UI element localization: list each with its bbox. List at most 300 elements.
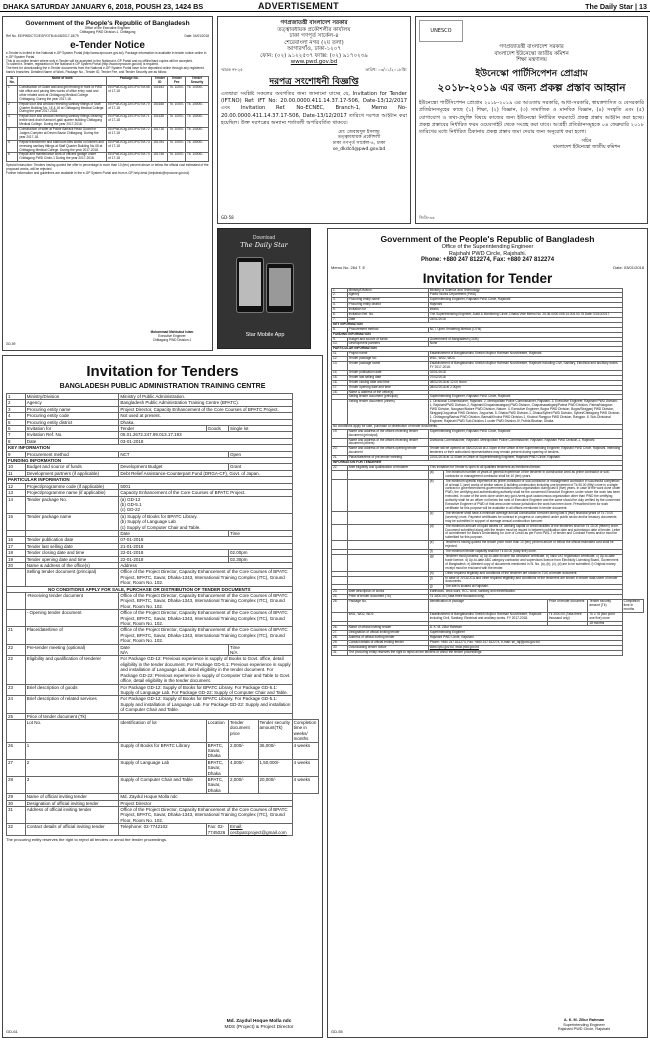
- cell: Tender: [119, 426, 206, 432]
- cell: 28.: [332, 636, 348, 641]
- cell: Selling tender document (others): [347, 400, 428, 424]
- cell: 9.: [332, 337, 348, 342]
- cell: 27: [7, 759, 26, 776]
- cell: Date: [119, 530, 229, 536]
- cell: 4.: [332, 303, 348, 308]
- column-header: Sl. No.: [7, 77, 18, 86]
- table-row: [7, 807, 319, 824]
- cell: Date: [25, 438, 119, 444]
- cell: For Package GD-12: Supply of Books for BPATC Library. For Package GD-5.1: Supply of Language Lab. For Package GD-22: Supply of Computer Chair and Table.: [119, 684, 292, 696]
- column-header: Tender Fee: [168, 77, 186, 86]
- cell: Tk. 1000/-: [168, 102, 186, 115]
- cell: 1,50,000/-: [258, 759, 292, 776]
- cell: 36,000/-: [258, 742, 292, 759]
- cell: 22: [7, 656, 26, 684]
- table-row: [7, 140, 209, 153]
- cell: Dhaka.: [119, 419, 292, 425]
- ref-no: Ref No. EE/PWD/CTG/EGP/OTM-6/4/8/2017-18/79: [6, 33, 79, 38]
- cell: Ministry of Science and Technology: [428, 288, 622, 293]
- cell: 1.: [332, 288, 348, 293]
- cell: Name of official inviting tender: [347, 626, 428, 631]
- cell: Place/date/time of: [25, 627, 119, 644]
- cell: Location: [206, 719, 228, 742]
- table-row: [332, 651, 644, 656]
- cell: The Superintending Engineer, Audit & Monitoring Circle, Dhaka Vide Memo No. 25.36.0000.008.14.004.00.78 Date: 03/10/2017.: [428, 313, 622, 318]
- cell: EE/PWD/Ctg-1/EGP/OTM-70 of 17-18: [107, 102, 152, 115]
- ad-code: GD-61: [6, 1029, 18, 1034]
- memo-no: স্মারক নং-২৫: [221, 66, 243, 72]
- table-row: [7, 128, 209, 141]
- cell: Project Director: [119, 800, 292, 806]
- cell: Tender package name: [347, 362, 428, 371]
- cell: 22: [7, 644, 26, 656]
- cell: 6.: [332, 313, 348, 318]
- cell: Tk. 10000/-: [186, 128, 209, 141]
- signature-block: Mohammad Mahbubul Islam Executive Engineer Chittagong PWD Division-1: [150, 330, 194, 343]
- table-row: [7, 610, 319, 627]
- table-row: [332, 400, 644, 424]
- cell: Project/programme code (if applicable): [25, 483, 119, 489]
- rajshahi-tender-ad: [327, 228, 648, 1038]
- cell: 2,000/-: [229, 777, 258, 794]
- cell: Goods: [206, 426, 228, 432]
- table-row: [7, 684, 319, 696]
- section-heading: KEY INFORMATION: [332, 322, 623, 327]
- cell: Grant: [229, 464, 293, 470]
- tender-title: Invitation for Tenders: [86, 363, 239, 380]
- cell: Completion time in weeks/ months: [292, 719, 318, 742]
- section-heading: PARTICULAR INFORMATION: [7, 477, 293, 483]
- cell: 19.: [332, 429, 348, 438]
- cell: 24.: [332, 595, 348, 600]
- unesco-body: ইউনেস্কো পার্টিসিপেশন প্রোগ্রাম ২০১৮-২০১৯ এর আওতায় সরকারি, আধা-সরকারি, স্বায়ত্তশাসিত ও বেসরকারি প্রতিষ্ঠানসমূহের কাছে (১) শিক্ষা, (২) বিজ্ঞান, (৩) সামাজিক ও মানবিক বিজ্ঞান, (৪) সংস্কৃতি এবং (৫) যোগাযোগ ও তথ্য-প্রযুক্তি বিষয়ে কাজের জন্য ইউনেস্কো নির্ধারিত ফরম্যাটে প্রকল্প প্রস্তাব আহ্বান করা হচ্ছে। প্রকল্প প্রস্তাবের নির্ধারিত ফরম ওয়েবসাইট থেকে সংগ্রহ করা যাবে। আগ্রহী প্রতিষ্ঠানসমূহকে ০৪ ফেব্রুয়ারি ২০১৮ তারিখের মধ্যে নির্ধারিত ঠিকানায় প্রকল্প প্রস্তাব জমা দেয়ার জন্য অনুরোধ করা হলো।: [419, 99, 644, 136]
- etender-notice-ad: [2, 16, 213, 351]
- cell: 23: [7, 684, 26, 696]
- cell: [7, 610, 26, 627]
- cell: WD1, WD2, WD3: [347, 612, 428, 621]
- cell: Establishment of Bangabandhu Sheikh Mujibur Rahman Novotheatre, Rajshahi including Civil, Sanitary, Electrical and ancillary works. FY 2017-2018.: [428, 612, 547, 621]
- cell: 18 months: [588, 621, 622, 626]
- letterhead: গণপ্রজাতন্ত্রী বাংলাদেশ সরকার তত্ত্বাবধায়ক প্রকৌশলীর কার্যালয় ঢাকা গণপূর্ত সার্কেল-৪ শেরেবাংলা নগর (২য় তলা) আগারগাঁও, ঢাকা-১২০৭ ফোন: (০২) ৯১২২৫৩৭ ফ্যাক্স: (০২) ৯১৭০২৩৯ www.pwd.gov.bd: [221, 20, 407, 66]
- cell: Tk 3000.00 (Taka three thousand only): [428, 595, 622, 600]
- cell: Ministry/Division: [347, 288, 428, 293]
- cell: Earthwork, brick work, RCC work, sanitary and electrification.: [428, 590, 622, 595]
- cell: NCT Open Tendering Method (OTM): [428, 327, 622, 332]
- table-row: [7, 777, 319, 794]
- cell: Procurement method: [25, 451, 119, 457]
- cell: 16: [7, 537, 26, 543]
- cell: Contact details of official inviting tender: [25, 824, 119, 836]
- cell: Procuring entity code: [25, 413, 119, 419]
- cell: [347, 470, 428, 479]
- cell: 1: [7, 85, 18, 102]
- cell: - Opening tender document: [25, 610, 119, 627]
- cell: For Package GD-12: Supply of Books for BPATC Library. For Package GD-5.1: Supply and installation of Language Lab. For Package GD-22: Supply and installation of Computer Chair and Table.: [120, 696, 291, 713]
- table-row: [332, 554, 644, 571]
- cell: Tender package No.: [347, 357, 428, 362]
- ad-code: জিডি-৩৩: [419, 215, 435, 220]
- cell: 15.: [332, 375, 348, 380]
- tender-info-table: [6, 393, 319, 836]
- special-note: Special Instruction: Tenders having quoted the offer in percentage is more than 10 (ten) percent above or below the official cost estimated of the proposed works, will be rejected. Further information and guidelines are available in the e-GP System Portal and from e-GP help desk (helpdesk@eprocure.gov.bd).: [6, 163, 209, 176]
- cell: 20,000/-: [258, 777, 292, 794]
- cell: 02.00pm: [229, 550, 293, 556]
- table-row: [332, 470, 644, 479]
- cell: 4: [7, 413, 26, 419]
- cell: Tk. 1000/-: [168, 85, 186, 102]
- cell: 151643: [152, 85, 168, 102]
- cell: 31: [7, 807, 26, 824]
- website-link[interactable]: www.pwd.gov.bd: [290, 59, 338, 65]
- cell: Tender closing date and time: [347, 380, 428, 385]
- letterhead: Office of the Superintending Engineer Rajshahi PWD Circle, Rajshahi. Phone: +880 247 812274, Fax: +880 247 812274: [420, 244, 555, 263]
- cell: Development partners (if applicable): [25, 470, 119, 476]
- cell: Tender package name: [25, 513, 119, 530]
- cell: 151746: [152, 153, 168, 162]
- cell: 23.: [332, 590, 348, 595]
- cell: BPATC, Savar, Dhaka: [206, 777, 228, 794]
- table-row: [7, 593, 319, 610]
- cell: 3: [7, 406, 26, 412]
- cell: 22-01-2018: [119, 550, 229, 556]
- cell: 26: [7, 742, 26, 759]
- cell: WD1, WD2, WD3.: [428, 357, 622, 362]
- cell: Tk. 1000/-: [168, 115, 186, 128]
- cell: 21-01-2018: [119, 543, 292, 549]
- ad-code: GD-55: [331, 1029, 343, 1034]
- cell: Name and address of the offices receiving tender document (principal): [347, 429, 428, 438]
- cell: Selling tender document (principal): [347, 395, 428, 400]
- cell: The minimum number of years of general experience of the tenderer in construction work as prime contractor or sub-contractor or management contractor shall be 10 (ten) years.: [444, 470, 622, 479]
- proposal-title: ২০১৮-২০১৯ এর জন্য প্রকল্প প্রস্তাব আহ্বান: [437, 81, 626, 94]
- cell: 28: [7, 777, 26, 794]
- cell: 11: [7, 470, 26, 476]
- cell: Tenderer's having quoted the tender price more than 10 (ten) percent above or below the official estimated cost shall be rejected.: [444, 541, 622, 550]
- section-heading: FUNDING INFORMATION: [7, 458, 293, 464]
- table-row: [7, 824, 319, 836]
- cell: 26.: [332, 626, 348, 631]
- cell: Identification of package: [428, 600, 547, 613]
- corrigendum-ad: [217, 16, 411, 224]
- cell: 5: [7, 140, 18, 153]
- cell: Tender package No.: [25, 496, 119, 513]
- table-row: [7, 627, 319, 644]
- edition-date: DHAKA SATURDAY JANUARY 6, 2018, POUSH 23, 1424 BS: [3, 2, 204, 11]
- cell: Tk. 15000/-: [186, 115, 209, 128]
- cell: Tender security amount (Tk): [588, 600, 622, 613]
- cell: [347, 541, 428, 550]
- cell: Tender closing date and time: [25, 550, 119, 556]
- cell: 03/01/2018: [428, 317, 622, 322]
- cell: 9: [7, 451, 26, 457]
- notice-date: Date: 04/01/2018: [184, 33, 209, 38]
- cell: 3: [25, 777, 119, 794]
- table-header: [332, 600, 644, 613]
- cell: Lot No.: [25, 719, 119, 742]
- cell: Tender will be opened on 08/02/2018 at 2.00pm in the Office of the Superintending Engineer, Rajshahi PWD Circle, Rajshahi. Intending tenderers or their authorized representatives may remain present during opening of tenders.: [428, 447, 622, 456]
- cell: 32: [7, 824, 26, 836]
- cell: Tk 3000.00 (Taka three thousand only): [547, 612, 588, 621]
- cell: Price of tender document (Tk): [347, 595, 428, 600]
- office-line: Office of the Executive Engineer: [84, 26, 131, 30]
- cell: Completion time in months: [622, 600, 643, 613]
- cell: Tk. 10000/-: [186, 85, 209, 102]
- cell: 08/02/2018 at 2.00pm: [428, 385, 622, 390]
- table-row: [7, 742, 319, 759]
- cell: 11.: [332, 352, 348, 357]
- cell: None: [428, 342, 622, 347]
- table-row: [7, 656, 319, 684]
- cell: (j): [428, 585, 444, 590]
- cell: 2: [25, 759, 119, 776]
- cell: Contact details of official inviting tender: [347, 641, 428, 646]
- ad-code: GD-59: [6, 342, 16, 347]
- cell: 15: [7, 513, 26, 530]
- table-row: [7, 759, 319, 776]
- cell: [7, 593, 26, 610]
- cell: BPATC, Savar, Dhaka: [206, 759, 228, 776]
- cell: Agency: [347, 293, 428, 298]
- cell: 3.: [332, 298, 348, 303]
- cell: Tenderer must possess: a) Up-to-date income tax clearance certificate. b) Valid VAT registration certificate. c) Up-to-date trade licence. d) Up-to-date ABC category contractor and supervisors licence from Electricity Licensing Board, Government of Bangladesh. e) Attested copy of documents mentioned in Sl. No. (a), (b), (c), (d) are to be submitted. f) Original money receipt must be enclosed with the tender.: [444, 554, 622, 571]
- cell: Debt Relief Assistance-Counterpart Fund (DRGA-CF), Govt. of Japan.: [119, 470, 292, 476]
- cell: 25.: [332, 600, 348, 613]
- table-row: [7, 644, 319, 656]
- unesco-logo: UNESCO: [419, 20, 463, 42]
- signature-block: A. K. M. Zillur Rahman Superintending Engineer Rajshahi PWD Circle, Rajshahi: [557, 1018, 611, 1032]
- promo-tagline: Star Mobile App: [245, 332, 285, 338]
- cell: 07/02/2018: [428, 375, 622, 380]
- table-row: [7, 115, 209, 128]
- cell: (a) GD-12 (b) GD-5.1 (c) GD-22: [119, 496, 292, 513]
- cell: 4 weeks: [292, 742, 318, 759]
- cell: 5.: [332, 308, 348, 313]
- cell: Development Budget: [119, 464, 229, 470]
- cell: Not used at present.: [119, 413, 292, 419]
- cell: [332, 541, 348, 550]
- work-table: [6, 76, 209, 162]
- cell: Establishment of Bangabandhu Sheikh Mujibur Rahman Novotheatre, Rajshahi including Civil, Sanitary, Electrical and ancillary works. FY 2017-2018.: [428, 362, 622, 371]
- cell: 03-01-2018: [119, 438, 292, 444]
- cell: [332, 511, 348, 524]
- cell: Brief description of works: [347, 590, 428, 595]
- cell: Downloading tender notice: [347, 646, 428, 651]
- cell: [347, 479, 428, 511]
- cell: Pre-tender meeting (optional): [25, 644, 119, 656]
- cell: 151716: [152, 128, 168, 141]
- cell: 22/01/2018 at 11.00am in Office of Superintending Engineer, Rajshahi PWD Circle, Rajshahi.: [428, 456, 622, 461]
- cell: Tk. 10000/-: [186, 153, 209, 162]
- cell: Ministry/Division: [25, 394, 119, 400]
- cell: Other required eligibility and conditions of the tenderer are shown in TDS of tender document.: [444, 571, 622, 576]
- cell: The minimum amount of liquid assets i.e. working capital or credit facilities of the tenderers shall be Tk 15.00 (fifteen) crore. Document submitted along with the tender must be issued in between publication date and submission date of tender. Letter of commitment for Bank's Undertaking for Line of Credit as per Form PW1-7 of tender and Contract Forms and/or must be submitted for this purpose.: [445, 523, 621, 540]
- cell: Bangladesh Public Administration Training Centre (BPATC).: [119, 400, 292, 406]
- cell: 2,000/-: [229, 742, 258, 759]
- table-row: [332, 524, 644, 541]
- cell: Price of tender document: [547, 600, 588, 613]
- cell: 10.: [332, 342, 348, 347]
- cell: Tender publication date: [347, 370, 428, 375]
- cell: Tk. 1000/-: [168, 128, 186, 141]
- cell: 1. Divisional Commissioner, Rajshahi. 2. Metropolitan Police Commissioner, Rajshahi. 3. Executive Engineer, Rajshahi PWD Division-1, Rajshahi/PWD Division-2, Rajshahi/Chapainawabganj PWD Division, Chapainawabganj/Pabna PWD Division, Pabna/Naogaon PWD Division, Naogaon/Natore PWD Division, Natore. 4. Executive Engineer, Bogra PWD Division, Bogra/Sirajganj PWD Division, Sirajganj/Joypurhat PWD Division, Joypurhat. 5. Dhaka PWD Division-1, Dhaka/Sylhet PWD Division, Sylhet/Chittagong PWD Division-1, Chittagong/Barisal PWD Division, Barisal/Khulna PWD Division-1, Khulna/ Rangpur PWD Division, Rangpur. 6. Sub-Divisional Engineer, Rajshahi PWD Sub-Division-1 under PWD Division-IV, Puthia Bhaban, Dhaka.: [429, 399, 621, 423]
- cell: 7.: [332, 317, 348, 322]
- cell: Tender last selling date: [25, 543, 119, 549]
- cell: Rajshahi: [428, 303, 622, 308]
- cell: Date: [347, 317, 428, 322]
- cell: 3: [7, 115, 18, 128]
- cell: [332, 554, 348, 571]
- cell: (b): [428, 479, 444, 511]
- table-row: [7, 569, 319, 586]
- cell: Superintending Engineer, Rajshahi PWD Circle, Rajshahi: [428, 429, 622, 438]
- cell: 6: [7, 153, 18, 162]
- download-link[interactable]: www.cptu.gov.bd, www.pwd.gov.bd: [428, 646, 622, 651]
- cell: Tender publication date: [25, 537, 119, 543]
- cell: EE/PWD/Ctg-1/EGP/OTM-56 of 17-18: [107, 85, 152, 102]
- cell: Tender last selling date: [347, 375, 428, 380]
- cell: Fax: 02-7745026: [206, 824, 228, 836]
- cell: [332, 470, 348, 479]
- cell: Office of the Project Director, Capacity Enhancement of the Core Courses of BPATC Project, BPATC, Savar, Dhaka-1343, International Training Complex (ITC), Ground Floor, Room No. 102.: [119, 593, 292, 610]
- section-note: No conditions apply for sale, purchase or distribution of tender documents.: [332, 424, 623, 429]
- cell: For Package GD-12: Previous experience in supply of Books to Govt. office, detail eligibility in the tender document. For Package GD-5.1: Previous experience in supply and installation of Language Lab, detail eligibility in the tender document. For Package GD-22: Previous experience in supply of Computer Chair and Table to Govt. office, detail eligibility in the tender document.: [120, 656, 291, 684]
- cell: 21.: [332, 456, 348, 461]
- cell: (g): [428, 554, 444, 571]
- cell: -Receiving tender document: [25, 593, 119, 610]
- cell: 2: [7, 102, 18, 115]
- cell: Tk. 15000/-: [186, 140, 209, 153]
- app-promo-ad[interactable]: [217, 228, 311, 349]
- newspaper-header: [0, 0, 650, 12]
- cell: [347, 576, 428, 585]
- cell: Designation of official inviting tender: [25, 800, 119, 806]
- cell: Single lot: [229, 426, 293, 432]
- cell: [347, 511, 428, 524]
- table-row: [332, 429, 644, 438]
- gov-heading: Government of the People's Republic of Bangladesh: [25, 20, 190, 27]
- section-heading: KEY INFORMATION: [7, 445, 293, 451]
- memo-no: Memo No. 264 T. E: [331, 264, 366, 270]
- table-row: [7, 513, 319, 530]
- cell: Agency: [25, 400, 119, 406]
- cell: 151638: [152, 115, 168, 128]
- section-title: ADVERTISEMENT: [258, 1, 339, 11]
- cell: Brief eligibility and qualification of tenderer: [347, 465, 428, 470]
- cell: Budget and source of funds: [347, 337, 428, 342]
- cell: 4: [7, 128, 18, 141]
- cell: EE/PWD/Ctg-1/EGP/OTM-72 of 17-18: [107, 128, 152, 141]
- cell: Capacity Enhancement of the Core Courses of BPATC Project.: [119, 490, 292, 496]
- cell: 12: [7, 483, 26, 489]
- cell: Repair and maintenance work of officers garage under Chittagong PWD Circle-1 During the year 2017-2018.: [18, 153, 107, 162]
- cell: 30.: [332, 646, 348, 651]
- cell: The minimum specific experience as prime contractor or sub-contractor or management contractor in successful completion of at least 1 (one) works of similar nature & building construction including one tenement of Tk 50.00 (fifty) crore in a single contract in government/semi-government/autonomous organization during last 5 (five) years. In case of the work done under PWD, the certifying and authenticating authority shall be the concerned Executive Engineer, under whom the work has been executed. In case of the work done under any govt./semi-govt./autonomous organization other than PWD the certifying authority shall be an officer not below the rank of Executive Engineer and the same should be duly verified by the concerned Executive Engineer of PWD of that area under whose jurisdiction the work has been done. Prescribed form for work certificate for this purpose will be available in all offices mentioned in tender document.: [445, 478, 621, 510]
- cell: Address of official inviting tender: [347, 636, 428, 641]
- cell: Tender opening date and time: [25, 556, 119, 562]
- cell: Open: [229, 451, 293, 457]
- cell: 6: [7, 426, 26, 432]
- memo-date: Date: 03/01/2018: [613, 264, 644, 270]
- cell: Ministry of Public Administration.: [119, 394, 292, 400]
- cell: 4 weeks: [292, 777, 318, 794]
- cell: Phone: +880 247 812274, Fax: +880 247 812274, e-mail: se_raj@pwd.gov.bd: [428, 641, 622, 646]
- cell: [347, 524, 428, 541]
- cell: Works: [428, 308, 622, 313]
- intro-text: e-Tender is invited in the National e-GP System Portal (http://www.eprocure.gov.bd). Package information is available in tender notice online in e-GP System Portal. This is an online tender where only e-Tender will be accepted in the National e-GP Portal and no offline/hard copies will be accepted. To submit e-Tender, registration in the National e-GP System Portal (http://www.eprocure.gov.bd) is required. The fees for downloading the e-Tender documents from the National e-GP System Portal have to be deposited online through any registered bank's branches. Detailed Name of Work, Package No., Tender ID, Tender Fee, and Tender Security are as follow:: [6, 50, 207, 75]
- cell: Time N/A: [229, 644, 293, 656]
- cell: Md. Zaydul Hoque Molla ndc: [119, 794, 292, 800]
- signature-block: সচিব বাংলাদেশ ইউনেস্কো জাতীয় কমিশন: [552, 138, 621, 150]
- cell: 5001: [119, 483, 292, 489]
- cell: 31.: [332, 651, 348, 656]
- cell: Tk. 1000/-: [168, 153, 186, 162]
- cell: Supply of Books for BPATC Library: [119, 742, 206, 759]
- cell: Tk. 1000/-: [168, 140, 186, 153]
- email-link[interactable]: Email: cecbpatcproject@gmail.com: [229, 824, 293, 836]
- corrigendum-title: দরপত্র সংশোধনী বিজ্ঞপ্তি: [269, 76, 359, 87]
- promo-line: Download: [252, 235, 276, 241]
- signature-block: Md. Zaydul Hoque Molla ndc MDS (Project) & Project Director: [224, 1019, 294, 1030]
- cell: Repair door and window renewing sanitary fittings cleaning textile tank drain Kamal el-gadi quarter building Chittagong Medical College. During the year 2017-2018.: [18, 115, 107, 128]
- cell: Rajshahi PWD Circle, Rajshahi: [428, 636, 622, 641]
- column-header: Name of work: [18, 77, 107, 86]
- cell: 10: [7, 464, 26, 470]
- cell: 14.: [332, 370, 348, 375]
- cell: 17.: [332, 385, 348, 390]
- cell: 5: [7, 419, 26, 425]
- cell: EE/PWD/Ctg-1/EGP/OTM-73 of 17-18: [107, 140, 152, 153]
- cell: In case of JVCA/JCA and other required eligibility and conditions of the tenderers are shown in tender data sheet of tender documents.: [444, 576, 622, 585]
- cell: Supply of Language Lab: [119, 759, 206, 776]
- table-row: [7, 102, 209, 115]
- cell: Name of official inviting tender: [25, 794, 119, 800]
- cell: 151784: [152, 140, 168, 153]
- cell: Identification of lot: [119, 719, 206, 742]
- cell: 13: [7, 490, 26, 496]
- table-row: [7, 406, 319, 412]
- cell: Construction of Guide wall and grill fencing in front of PWD site office and paving tiles works of office entry road and other related work at Chittagong Medical College Chittagong. During the year 2017-18.: [18, 85, 107, 102]
- cell: Address of official inviting tender: [25, 807, 119, 824]
- cell: 21: [7, 627, 26, 644]
- gov-heading: Government of the People's Republic of Bangladesh: [380, 234, 595, 244]
- cell: (i): [428, 576, 444, 585]
- cell: Public Works Department (PWD): [428, 293, 622, 298]
- cell: Office of the Project Director, Capacity Enhancement of the Core Courses of BPATC Project, BPATC, Savar, Dhaka-1343, International Training Complex (ITC), Ground Floor, Room No. 102.: [119, 807, 292, 824]
- table-header: [7, 719, 319, 742]
- table-row: [332, 479, 644, 511]
- cell: 13.: [332, 362, 348, 371]
- cell: 12.: [332, 357, 348, 362]
- cell: [332, 576, 348, 585]
- cell: 18: [7, 550, 26, 556]
- corrigendum-body: এতদ্বারা সংশ্লিষ্ট সকলের অবগতির জন্য জানানো যাচ্ছে যে, Invitation for Tender (IFT.NO) Ref: IFT No: 20.00.0000.411.14.37.17-506, Date-13/12/2017 এবং Invitation Ref. No-ECNEC, Branch-1, Memo No-20.00.0000.411.14.37.17-506, Date-13/12/2017 তারিখে দরপত্র আহ্বান করা হয়েছিল। উক্ত দরপত্রের অন্যান্য শর্তাবলী অপরিবর্তিত থাকবে।: [221, 90, 407, 127]
- section-heading: NO CONDITIONS APPLY FOR SALE, PURCHASE OR DISTRIBUTION OF TENDER DOCUMENTS: [7, 586, 293, 592]
- cell: 30: [7, 800, 26, 806]
- cell: 29: [7, 794, 26, 800]
- cell: [347, 554, 428, 571]
- cell: 7: [7, 432, 26, 438]
- cell: 2: [7, 400, 26, 406]
- cell: Brief description of related services: [25, 696, 119, 713]
- column-header: Tender Security: [186, 77, 209, 86]
- cell: [332, 400, 348, 424]
- unesco-ad: [415, 16, 648, 224]
- rights-note: The procuring entity reserves the right to reject all tenders or annul the tender proceedings.: [6, 837, 167, 843]
- cell: Selling tender document (principal): [25, 569, 119, 586]
- cell: 22.: [332, 465, 348, 470]
- cell: Government of Bangladesh (GOB): [428, 337, 622, 342]
- section-heading: PARTICULAR INFORMATION: [332, 347, 623, 352]
